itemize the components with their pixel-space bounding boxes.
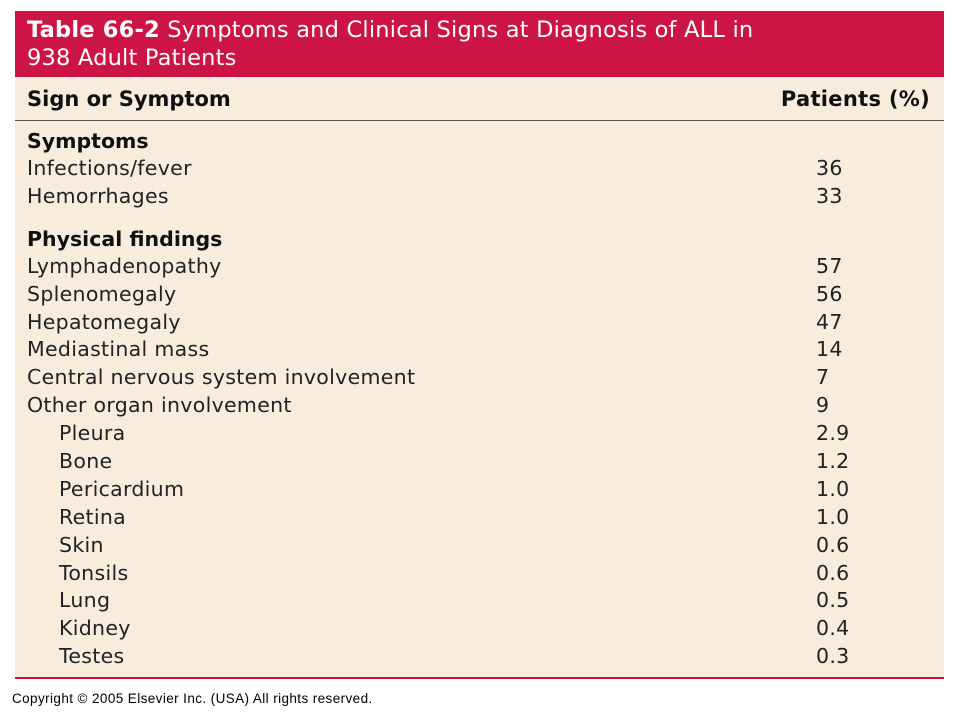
section-spacer: [15, 211, 944, 225]
subrow-label: Kidney: [59, 616, 131, 641]
table-subrow: [15, 420, 944, 448]
row-label: Mediastinal mass: [27, 337, 210, 362]
row-value: 14: [816, 337, 843, 362]
row-label: Hepatomegaly: [27, 309, 181, 334]
table-body: [15, 127, 944, 671]
subrow-label: Lung: [59, 588, 111, 613]
row-value: 7: [816, 365, 830, 390]
clinical-signs-table: [15, 11, 944, 677]
table-row: [15, 336, 944, 364]
table-title-line-2: 938 Adult Patients: [27, 45, 237, 71]
row-value: 9: [816, 393, 830, 418]
subrow-value: 0.3: [816, 644, 850, 669]
section-heading-label: Symptoms: [27, 129, 149, 153]
table-row: [15, 155, 944, 183]
subrow-value: 0.4: [816, 616, 850, 641]
subrow-value: 0.6: [816, 532, 850, 557]
section-heading-symptoms: [15, 127, 944, 155]
row-label: Central nervous system involvement: [27, 365, 416, 390]
row-value: 47: [816, 309, 843, 334]
section-heading-physical-findings: [15, 225, 944, 253]
table-subrow: [15, 476, 944, 504]
subrow-value: 1.0: [816, 504, 850, 529]
row-value: 56: [816, 281, 843, 306]
subrow-value: 1.2: [816, 449, 850, 474]
table-subrow: [15, 448, 944, 476]
column-header-sign: Sign or Symptom: [27, 87, 231, 111]
table-row: [15, 309, 944, 337]
table-row: [15, 253, 944, 281]
column-header-row: [15, 85, 944, 119]
row-label: Splenomegaly: [27, 281, 177, 306]
copyright-notice: Copyright © 2005 Elsevier Inc. (USA) All rights reserved.: [12, 691, 373, 706]
subrow-label: Pericardium: [59, 476, 185, 501]
subrow-label: Bone: [59, 449, 113, 474]
row-value: 36: [816, 156, 843, 180]
subrow-value: 2.9: [816, 421, 850, 446]
table-bottom-rule: [15, 677, 944, 679]
row-value: 57: [816, 253, 843, 278]
row-label: Hemorrhages: [27, 183, 169, 208]
table-title-bar: [15, 11, 944, 77]
row-label: Lymphadenopathy: [27, 253, 222, 278]
column-header-patients: Patients (%): [780, 87, 930, 111]
subrow-label: Pleura: [59, 421, 126, 446]
subrow-label: Tonsils: [59, 560, 129, 585]
table-row: [15, 364, 944, 392]
subrow-value: 1.0: [816, 476, 850, 501]
table-subrow: [15, 615, 944, 643]
table-subrow: [15, 643, 944, 671]
section-heading-label: Physical findings: [27, 226, 223, 251]
row-value: 33: [816, 183, 843, 208]
row-label: Other organ involvement: [27, 393, 292, 418]
subrow-value: 0.5: [816, 588, 850, 613]
table-row: [15, 183, 944, 211]
row-label: Infections/fever: [27, 156, 192, 180]
subrow-label: Skin: [59, 532, 104, 557]
table-title-text: Symptoms and Clinical Signs at Diagnosis of ALL in: [159, 17, 754, 43]
table-number: Table 66-2: [27, 17, 160, 43]
subrow-value: 0.6: [816, 560, 850, 585]
table-subrow: [15, 504, 944, 532]
header-divider: [15, 120, 944, 121]
table-subrow: [15, 587, 944, 615]
table-title-line-1: [27, 16, 932, 44]
table-subrow: [15, 560, 944, 588]
subrow-label: Retina: [59, 504, 127, 529]
table-row: [15, 392, 944, 420]
table-row: [15, 281, 944, 309]
subrow-label: Testes: [59, 644, 125, 669]
table-subrow: [15, 532, 944, 560]
